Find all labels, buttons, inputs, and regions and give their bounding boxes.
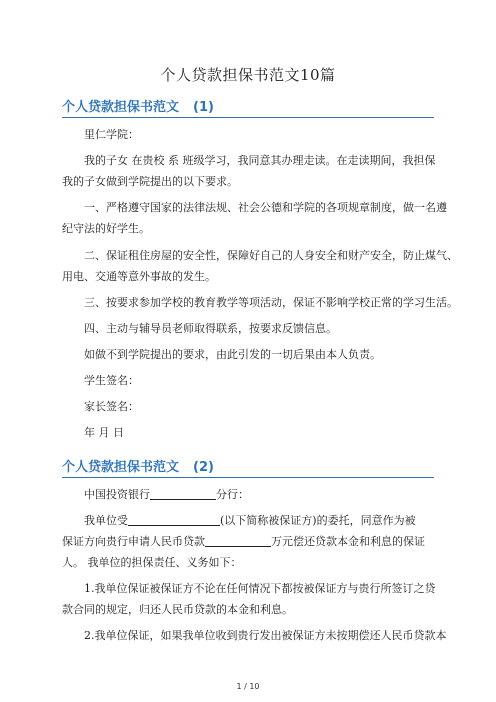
bank-address-line <box>62 484 434 505</box>
paragraph-line: 人。 我单位的担保责任、义务如下： <box>62 556 242 569</box>
section-heading-2 <box>62 456 434 478</box>
paragraph-line: 一、严格遵守国家的法律法规、社会公德和学院的各项规章制度，做一名遵 <box>84 201 447 214</box>
paragraph-line <box>62 510 434 531</box>
section-heading-1 <box>62 96 434 118</box>
paragraph-line: 款合同的规定，归还人民币贷款的本金和利息。 <box>62 603 293 616</box>
blank-field <box>150 487 216 500</box>
paragraph-line: 纪守法的好学生。 <box>62 222 150 235</box>
bank-prefix: 中国投资银行 <box>84 488 150 501</box>
salutation-line: 里仁学院： <box>84 128 139 141</box>
paragraph-line: 我的子女做到学院提出的以下要求。 <box>62 175 238 188</box>
paragraph-line: 三、按要求参加学校的教育教学等项活动，保证不影响学校正常的学习生活。 <box>84 296 458 309</box>
paragraph-line: 二、保证租住房屋的安全性，保障好自己的人身安全和财产安全，防止煤气、 <box>84 249 458 262</box>
page-indicator: 1 / 10 <box>236 682 260 691</box>
document-title: 个人贷款担保书范文10篇 <box>160 66 336 84</box>
text-run: (以下简称被保证方)的委托，同意作为被 <box>220 514 416 527</box>
paragraph-line: 如做不到学院提出的要求，由此引发的一切后果由本人负责。 <box>84 348 381 361</box>
paragraph-line: 1.我单位保证被保证方不论在任何情况下都按被保证方与贵行所签订之贷 <box>84 582 436 595</box>
paragraph-line: 四、主动与辅导员老师取得联系，按要求反馈信息。 <box>84 322 337 335</box>
date-line: 年 月 日 <box>84 426 124 439</box>
text-run: 万元偿还贷款本金和利息的保证 <box>271 535 425 548</box>
paragraph-line <box>62 531 434 552</box>
blank-field <box>128 513 220 526</box>
section-heading-text: 个人贷款担保书范文 <box>62 460 180 475</box>
blank-field <box>205 534 271 547</box>
parent-signature-line: 家长签名： <box>84 400 139 413</box>
text-run: 保证方向贵行申请人民币贷款 <box>62 535 205 548</box>
student-signature-line: 学生签名： <box>84 374 139 387</box>
paragraph-line: 2.我单位保证，如果我单位收到贵行发出被保证方未按期偿还人民币贷款本 <box>84 629 447 642</box>
bank-suffix: 分行： <box>216 488 249 501</box>
text-run: 我单位受 <box>84 514 128 527</box>
section-heading-text: 个人贷款担保书范文 <box>62 100 180 115</box>
section-heading-number: (2) <box>193 460 214 475</box>
paragraph-line: 我的子女 在贵校 系 班级学习，我同意其办理走读。在走读期间，我担保 <box>84 154 436 167</box>
section-heading-number: (1) <box>193 100 214 115</box>
paragraph-line: 用电、交通等意外事故的发生。 <box>62 270 216 283</box>
